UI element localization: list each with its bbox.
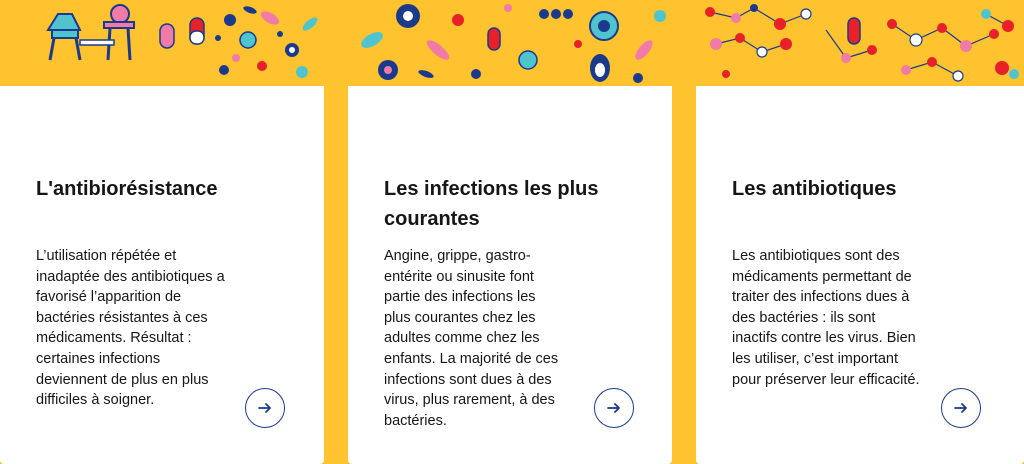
card-illustration [0, 0, 324, 86]
card-title: Les antibiotiques [732, 178, 897, 200]
card-description: Angine, grippe, gastro-entérite ou sinusite font partie des infections les plus courantes chez les adultes comme chez les enfants. La majorité de ces infections sont dues à des virus, plus rarement, à des bactéries. [384, 248, 559, 429]
bacteria-illustration [348, 0, 672, 86]
molecule-illustration [696, 0, 1024, 86]
card-description: L’utilisation répétée et inadaptée des antibiotiques a favorisé l’apparition de bactéries résistantes à ces médicaments. Résultat : certaines infections deviennent de plus en plus difficiles à soigner. [36, 248, 225, 409]
card-antibioresistance[interactable] [0, 0, 324, 464]
bacteria-illustration [0, 0, 324, 86]
card-title: Les infections les plus courantes [384, 178, 599, 230]
card-title: L'antibiorésistance [36, 178, 218, 200]
card-illustration [696, 0, 1024, 86]
card-arrow-button[interactable] [941, 388, 981, 428]
card-description: Les antibiotiques sont des médicaments permettant de traiter des infections dues à des bactéries : ils sont inactifs contre les virus. Bien les utiliser, c’est important pour préserver leur efficacité. [732, 248, 920, 388]
card-infections-courantes[interactable] [348, 0, 672, 464]
arrow-right-icon [257, 400, 273, 416]
card-illustration [348, 0, 672, 86]
card-arrow-button[interactable] [594, 388, 634, 428]
arrow-right-icon [953, 400, 969, 416]
card-antibiotiques[interactable] [696, 0, 1024, 464]
card-arrow-button[interactable] [245, 388, 285, 428]
arrow-right-icon [606, 400, 622, 416]
